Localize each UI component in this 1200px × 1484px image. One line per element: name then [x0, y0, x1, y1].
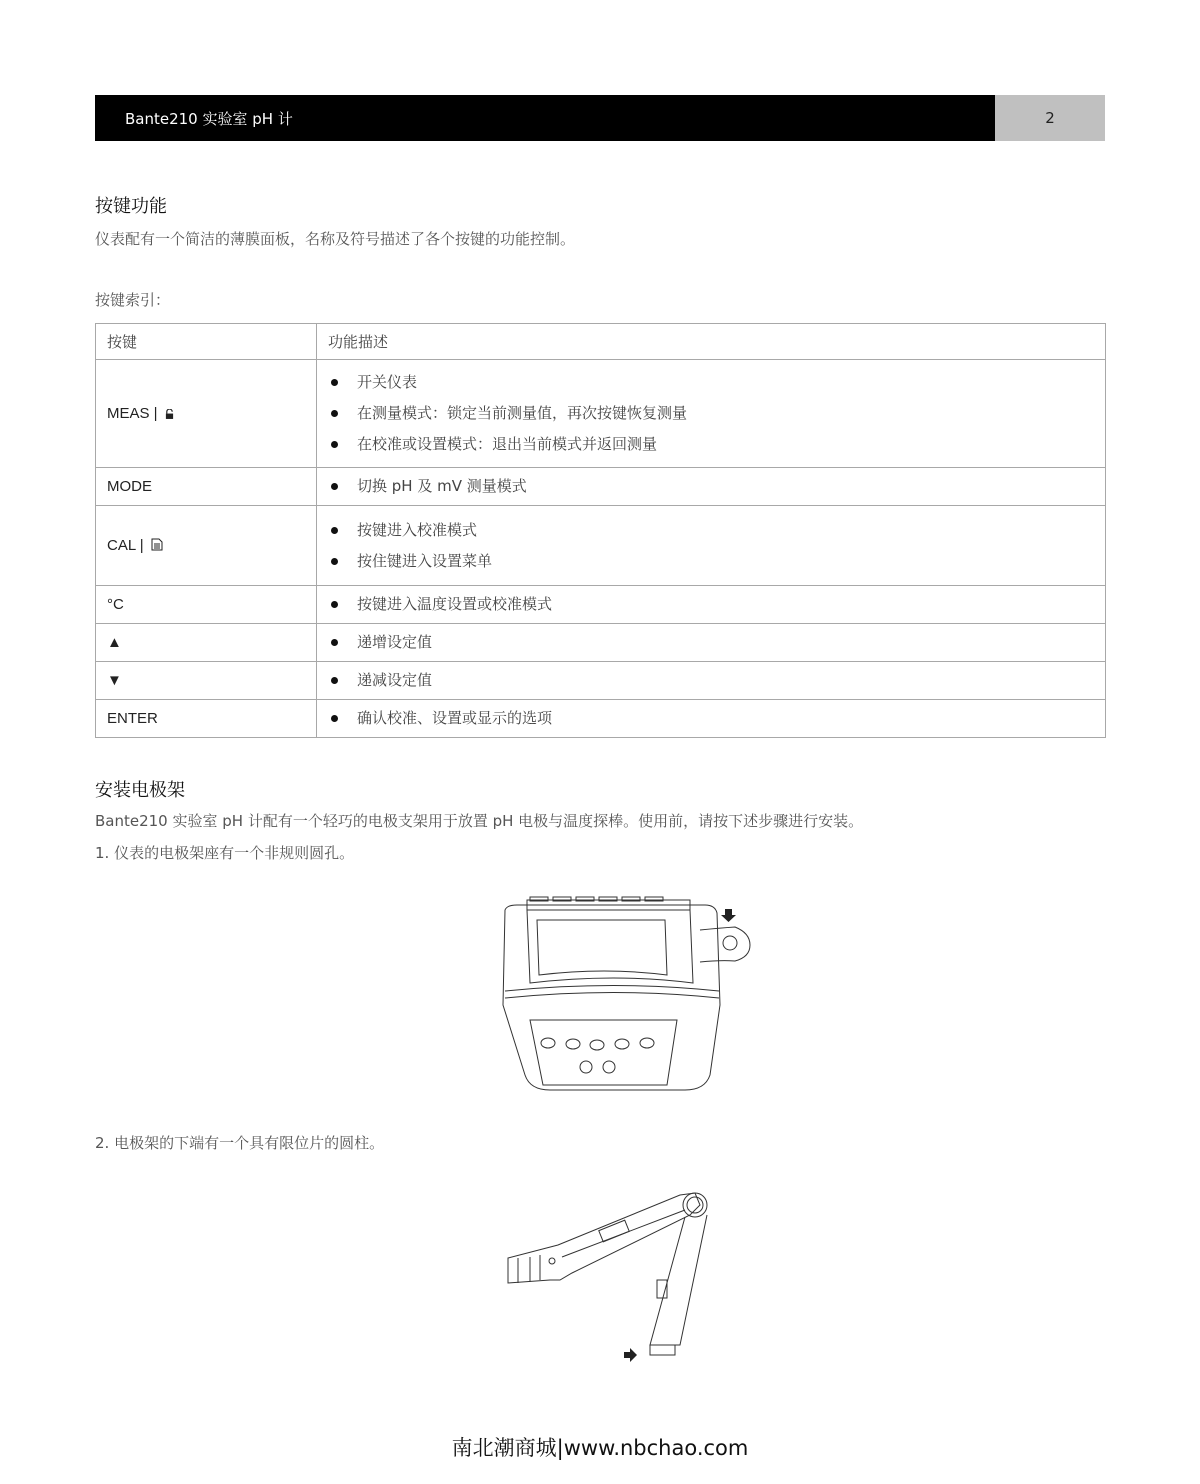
table-row — [96, 506, 1106, 586]
table-row — [96, 360, 1106, 468]
table-header-row — [96, 324, 1106, 360]
page-number: 2 — [995, 95, 1105, 141]
list-item: 在校准或设置模式：退出当前模式并返回测量 — [328, 429, 1105, 460]
electrode-holder-illustration — [500, 1185, 730, 1375]
key-index-label: 按键索引： — [95, 291, 171, 309]
column-header-key: 按键 — [96, 324, 317, 360]
section-intro: 仪表配有一个简洁的薄膜面板，名称及符号描述了各个按键的功能控制。 — [95, 230, 576, 248]
document-icon — [151, 538, 163, 551]
key-cell: CAL | — [96, 506, 317, 586]
page-header — [95, 95, 1105, 141]
description-cell — [317, 624, 1106, 662]
document-title: Bante210 实验室 pH 计 — [95, 95, 995, 141]
section-heading-electrode-holder: 安装电极架 — [95, 780, 185, 801]
table-row — [96, 700, 1106, 738]
description-cell — [317, 360, 1106, 468]
arrow-right-icon — [624, 1348, 637, 1362]
list-item: 按键进入温度设置或校准模式 — [328, 589, 1105, 620]
description-cell — [317, 586, 1106, 624]
column-header-description: 功能描述 — [317, 324, 1106, 360]
list-item: 切换 pH 及 mV 测量模式 — [328, 471, 1105, 502]
step-2: 2. 电极架的下端有一个具有限位片的圆柱。 — [95, 1134, 385, 1152]
list-item: 按住键进入设置菜单 — [328, 546, 1105, 577]
list-item: 开关仪表 — [328, 367, 1105, 398]
key-cell: ENTER — [96, 700, 317, 738]
description-cell — [317, 700, 1106, 738]
footer-watermark: 南北潮商城|www.nbchao.com — [451, 1436, 749, 1460]
list-item: 递减设定值 — [328, 665, 1105, 696]
key-cell: MEAS | — [96, 360, 317, 468]
list-item: 递增设定值 — [328, 627, 1105, 658]
table-row — [96, 468, 1106, 506]
section-heading-key-functions: 按键功能 — [95, 196, 167, 217]
table-row — [96, 662, 1106, 700]
key-cell: °C — [96, 586, 317, 624]
description-cell — [317, 468, 1106, 506]
table-row — [96, 624, 1106, 662]
description-cell — [317, 662, 1106, 700]
list-item: 按键进入校准模式 — [328, 515, 1105, 546]
section-intro: Bante210 实验室 pH 计配有一个轻巧的电极支架用于放置 pH 电极与温度探棒。使用前，请按下述步骤进行安装。 — [95, 812, 864, 830]
lock-icon — [165, 409, 174, 419]
key-cell: MODE — [96, 468, 317, 506]
key-function-table — [95, 323, 1106, 738]
list-item: 在测量模式：锁定当前测量值，再次按键恢复测量 — [328, 398, 1105, 429]
table-row — [96, 586, 1106, 624]
arrow-down-icon — [721, 909, 736, 922]
list-item: 确认校准、设置或显示的选项 — [328, 703, 1105, 734]
meter-illustration — [495, 895, 760, 1100]
description-cell — [317, 506, 1106, 586]
step-1: 1. 仪表的电极架座有一个非规则圆孔。 — [95, 844, 355, 862]
key-cell: ▼ — [96, 662, 317, 700]
key-cell: ▲ — [96, 624, 317, 662]
